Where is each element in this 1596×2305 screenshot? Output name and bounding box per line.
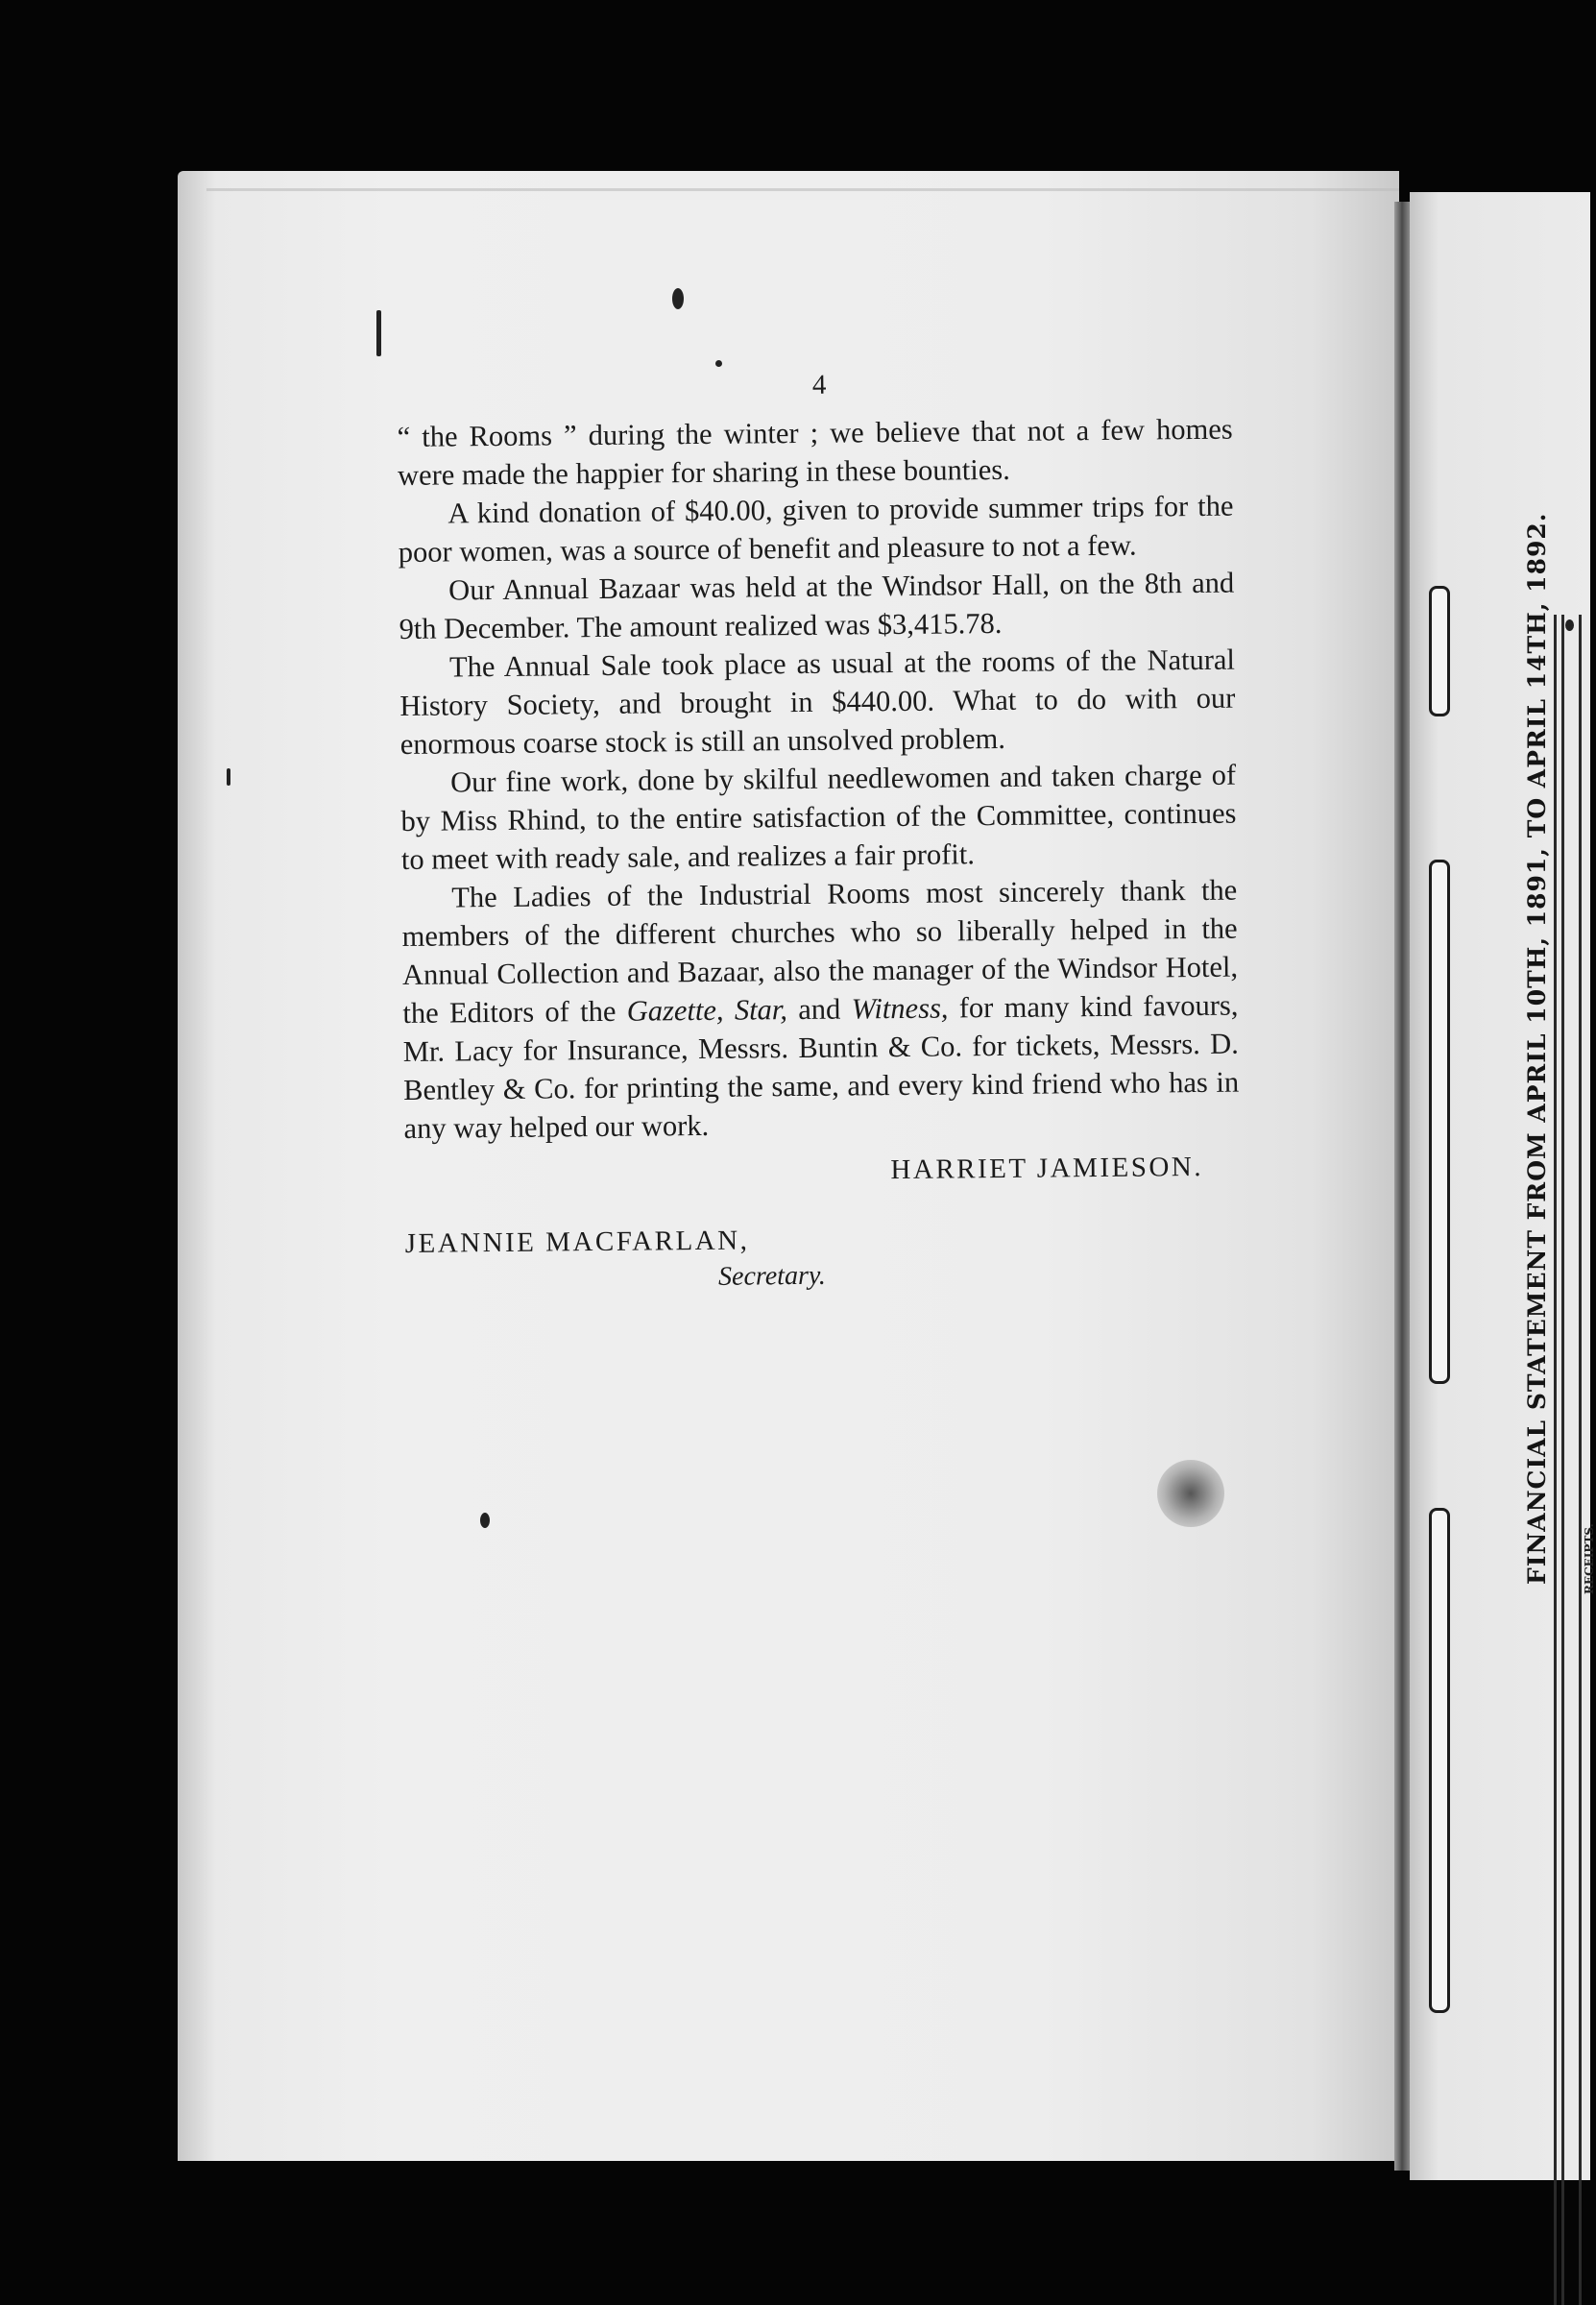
acknowledgements-text: The Ladies of the Industrial Rooms most sincerely thank the members of the different churches who so liberally helped in the Annual Collection and Bazaar, also the manager of the Windsor Hotel, the Editors of the — [401, 873, 1239, 1030]
witness-title: Witness, — [851, 991, 949, 1026]
paragraph: The Annual Sale took place as usual at the rooms of the Natural History Society, and brought in $440.00. What to do with our enormous coarse stock is still an unsolved problem. — [399, 643, 1236, 761]
paragraph: “ the Rooms ” during the winter ; we believe that not a few homes were made the happier for sharing in these bounties. — [397, 412, 1233, 492]
paragraph: A kind donation of $40.00, given to provide summer trips for the poor women, was a source of benefit and pleasure to not a few. — [398, 489, 1234, 569]
secretary-signature: JEANNIE MACFARLAN, — [404, 1225, 750, 1259]
star-title: Star, — [734, 993, 788, 1027]
secretary-title: Secretary. — [717, 1260, 826, 1292]
financial-statement-heading: FINANCIAL STATEMENT FROM APRIL 10TH, 1891, TO APRIL 14TH, 1892. — [1523, 512, 1551, 1585]
ink-speck — [480, 1513, 490, 1528]
page-number: 4 — [811, 369, 827, 400]
paragraph: Our Annual Bazaar was held at the Windsor Hall, on the 8th and 9th December. The amount realized was $3,415.78. — [399, 566, 1235, 645]
ink-blot — [1157, 1460, 1224, 1527]
receipts-label: RECEIPTS. — [1583, 1523, 1596, 1594]
binding-stitch — [1429, 1508, 1450, 2013]
ink-mark — [227, 768, 230, 786]
binding-stitch — [1429, 860, 1450, 1384]
gazette-title: Gazette, — [626, 993, 724, 1028]
conjunction: and — [786, 992, 852, 1027]
book-spine — [1394, 202, 1410, 2171]
president-signature: HARRIET JAMIESON. — [890, 1151, 1204, 1186]
acknowledgements-paragraph — [401, 871, 1240, 1148]
vertical-rule — [1579, 615, 1582, 2305]
binding-stitch — [1429, 586, 1450, 716]
acknowledgements-text: for many kind favours, Mr. Lacy for Insurance, Messrs. Buntin & Co. for tickets, Messrs. D. Bentley & Co. for printing the same, and every kind friend who has in any way helped our work. — [402, 988, 1240, 1145]
paragraph: Our fine work, done by skilful needlewomen and taken charge of by Miss Rhind, to the entire satisfaction of the Committee, continues to meet with ready sale, and realizes a fair profit. — [400, 758, 1237, 876]
vertical-rule — [1561, 615, 1564, 2305]
ink-speck — [672, 288, 684, 309]
ink-mark — [376, 310, 381, 356]
vertical-rule — [1554, 615, 1557, 2305]
page-text — [397, 362, 1241, 1298]
ink-speck — [1565, 619, 1574, 631]
